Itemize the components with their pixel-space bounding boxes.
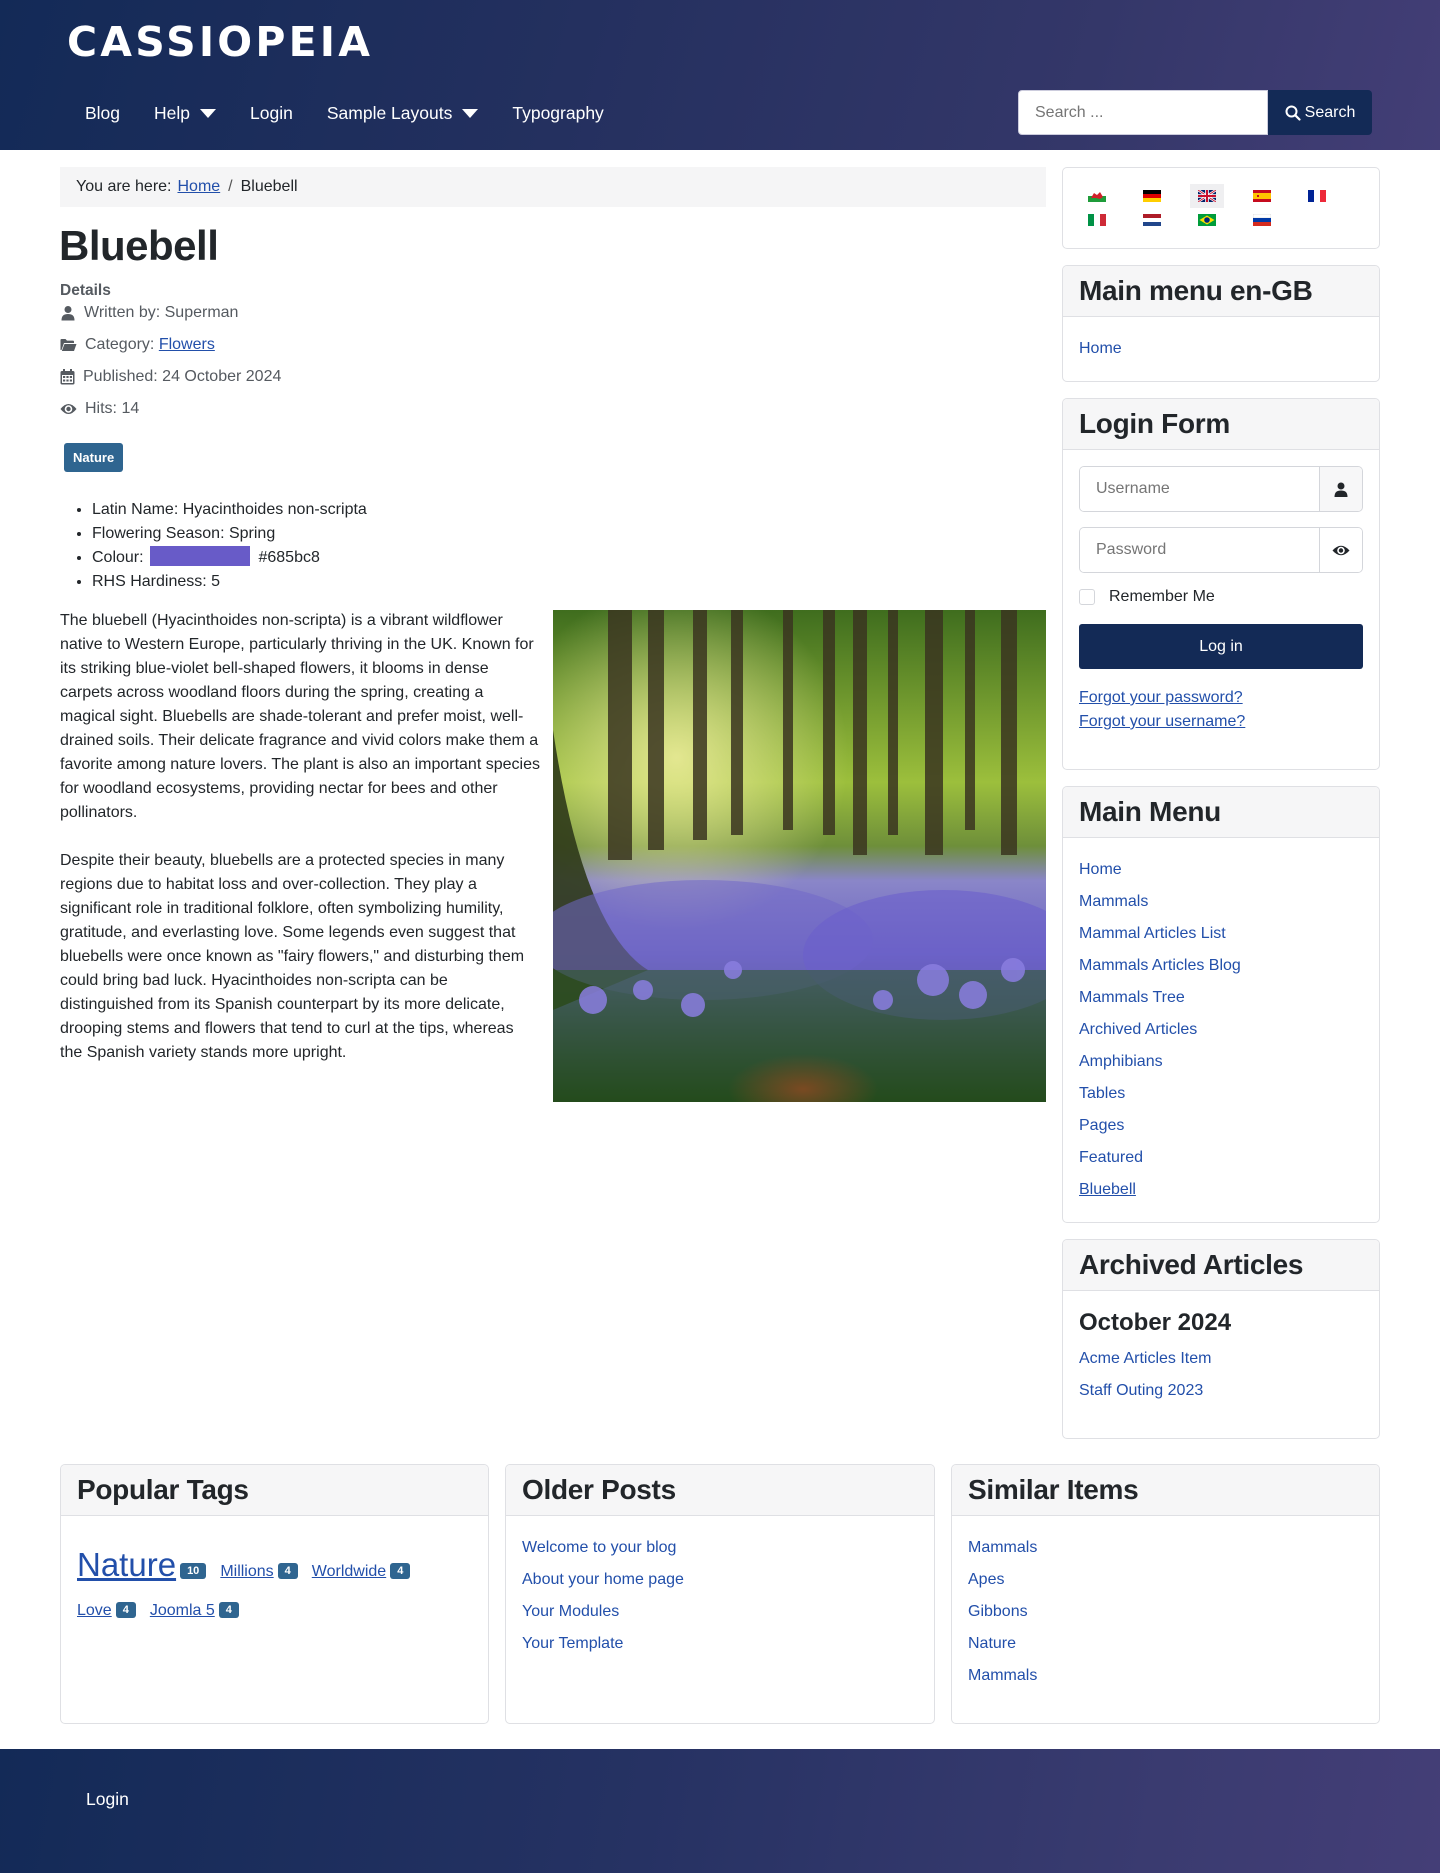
similar-item-link[interactable]: Mammals bbox=[968, 1667, 1038, 1684]
remember-me-label: Remember Me bbox=[1109, 588, 1215, 605]
caret-down-icon bbox=[462, 109, 478, 118]
flag-france-icon[interactable] bbox=[1300, 184, 1334, 208]
module-title: Main menu en-GB bbox=[1063, 266, 1379, 317]
username-group bbox=[1079, 466, 1363, 512]
article-category bbox=[60, 336, 215, 354]
fact-colour bbox=[92, 546, 367, 570]
site-header bbox=[0, 0, 1440, 150]
details-label: Details bbox=[60, 282, 111, 299]
page-title: Bluebell bbox=[59, 222, 219, 269]
older-posts-module bbox=[505, 1464, 935, 1724]
archived-item-link[interactable]: Staff Outing 2023 bbox=[1079, 1382, 1204, 1399]
nav-item-login[interactable] bbox=[233, 103, 310, 124]
flag-wales-icon[interactable] bbox=[1080, 184, 1114, 208]
flag-italy-icon[interactable] bbox=[1080, 208, 1114, 232]
search-button[interactable] bbox=[1268, 90, 1372, 135]
article-tag-nature[interactable]: Nature bbox=[64, 443, 123, 472]
menu-item-home[interactable]: Home bbox=[1079, 340, 1122, 357]
similar-items-module bbox=[951, 1464, 1380, 1724]
older-post-link[interactable]: Your Template bbox=[522, 1635, 624, 1652]
archived-item-link[interactable]: Acme Articles Item bbox=[1079, 1350, 1212, 1367]
flag-uk-icon[interactable] bbox=[1190, 184, 1224, 208]
tag-link-worldwide[interactable]: Worldwide bbox=[311, 1563, 387, 1580]
older-post-link[interactable]: About your home page bbox=[522, 1571, 684, 1588]
module-title: Main Menu bbox=[1063, 787, 1379, 838]
breadcrumb-prefix: You are here: bbox=[76, 178, 172, 195]
similar-item-link[interactable]: Gibbons bbox=[968, 1603, 1028, 1620]
language-switcher bbox=[1062, 167, 1380, 249]
nav-item-blog[interactable] bbox=[68, 103, 137, 124]
forgot-username-link[interactable]: Forgot your username? bbox=[1079, 713, 1246, 730]
login-form-module bbox=[1062, 398, 1380, 770]
menu-item-home[interactable]: Home bbox=[1079, 861, 1122, 878]
fact-flowering-season: • Flowering Season: Spring bbox=[92, 522, 367, 546]
flag-brazil-icon[interactable] bbox=[1190, 208, 1224, 232]
user-icon bbox=[1319, 467, 1362, 511]
main-menu-module bbox=[1062, 786, 1380, 1223]
site-footer bbox=[0, 1749, 1440, 1873]
search-form bbox=[1018, 90, 1372, 135]
login-button[interactable]: Log in bbox=[1079, 624, 1363, 669]
archived-articles-module bbox=[1062, 1239, 1380, 1439]
article-author bbox=[60, 304, 238, 322]
remember-me-checkbox[interactable] bbox=[1079, 589, 1095, 605]
flag-germany-icon[interactable] bbox=[1135, 184, 1169, 208]
user-icon bbox=[60, 305, 76, 321]
breadcrumb-home-link[interactable]: Home bbox=[177, 178, 221, 195]
tag-count-badge: 10 bbox=[180, 1563, 206, 1579]
breadcrumb bbox=[60, 167, 1046, 207]
tag-count-badge: 4 bbox=[278, 1563, 298, 1579]
calendar-icon bbox=[60, 369, 75, 385]
menu-item-featured[interactable]: Featured bbox=[1079, 1149, 1144, 1166]
username-input[interactable] bbox=[1080, 467, 1319, 511]
similar-item-link[interactable]: Mammals bbox=[968, 1539, 1038, 1556]
module-title: Popular Tags bbox=[61, 1465, 488, 1516]
breadcrumb-separator: / bbox=[228, 178, 233, 195]
category-prefix: Category: bbox=[85, 336, 155, 353]
menu-item-bluebell-active[interactable]: Bluebell bbox=[1079, 1181, 1136, 1198]
menu-item-pages[interactable]: Pages bbox=[1079, 1117, 1125, 1134]
footer-login-link[interactable]: Login bbox=[86, 1789, 129, 1809]
flag-russia-icon[interactable] bbox=[1245, 208, 1279, 232]
author-text: Written by: Superman bbox=[84, 304, 239, 321]
flag-netherlands-icon[interactable] bbox=[1135, 208, 1169, 232]
menu-item-tables[interactable]: Tables bbox=[1079, 1085, 1126, 1102]
nav-label: Login bbox=[250, 102, 293, 123]
menu-item-mammals[interactable]: Mammals bbox=[1079, 893, 1149, 910]
tag-link-millions[interactable]: Millions bbox=[220, 1563, 274, 1580]
module-title: Older Posts bbox=[506, 1465, 934, 1516]
module-title: Login Form bbox=[1063, 399, 1379, 450]
flag-spain-icon[interactable] bbox=[1245, 184, 1279, 208]
article-image-bluebell-woodland bbox=[553, 610, 1046, 1102]
colour-hex: #685bc8 bbox=[258, 549, 320, 566]
remember-me[interactable] bbox=[1079, 588, 1363, 606]
nav-item-sample-layouts[interactable] bbox=[310, 103, 496, 124]
category-link[interactable]: Flowers bbox=[158, 336, 215, 353]
show-password-eye-icon[interactable] bbox=[1319, 528, 1362, 572]
nav-item-help[interactable] bbox=[137, 103, 233, 124]
tag-count-badge: 4 bbox=[390, 1563, 410, 1579]
nav-label: Sample Layouts bbox=[326, 102, 453, 123]
password-input[interactable] bbox=[1080, 528, 1319, 572]
caret-down-icon bbox=[200, 109, 216, 118]
fact-rhs-hardiness: • RHS Hardiness: 5 bbox=[92, 570, 367, 594]
nav-label: Typography bbox=[512, 102, 604, 123]
main-nav bbox=[68, 100, 621, 126]
tag-link-love[interactable]: Love bbox=[77, 1602, 112, 1619]
eye-icon bbox=[60, 402, 77, 416]
similar-item-link[interactable]: Nature bbox=[968, 1635, 1017, 1652]
colour-label: Colour: bbox=[92, 549, 144, 566]
fact-latin-name: • Latin Name: Hyacinthoides non-scripta bbox=[92, 498, 367, 522]
breadcrumb-current: Bluebell bbox=[240, 178, 298, 195]
colour-swatch bbox=[150, 546, 250, 566]
article-hits bbox=[60, 400, 139, 418]
password-group bbox=[1079, 527, 1363, 573]
hits-count: Hits: 14 bbox=[85, 400, 140, 417]
nav-label: Help bbox=[154, 102, 191, 123]
search-icon bbox=[1285, 105, 1301, 121]
forgot-password-link[interactable]: Forgot your password? bbox=[1079, 689, 1243, 706]
folder-open-icon bbox=[60, 338, 77, 352]
archive-month-heading: October 2024 bbox=[1079, 1309, 1232, 1336]
older-post-link[interactable]: Welcome to your blog bbox=[522, 1539, 677, 1556]
module-title: Archived Articles bbox=[1063, 1240, 1379, 1291]
tag-count-badge: 4 bbox=[116, 1602, 136, 1618]
popular-tags-module bbox=[60, 1464, 489, 1724]
article-paragraph: Despite their beauty, bluebells are a protected species in many regions due to habitat loss and over-collection. They play a significant role in traditional folklore, often symbolizing humility, gratitude, and everlasting love. Some legends even suggest that bluebells were once known as "fairy flowers," and disturbing them could bring bad luck. Hyacinthoides non-scripta can be distinguished from its Spanish counterpart by its more delicate, drooping stems and flowers that tend to curl at the tips, whereas the Spanish variety stands more upright. bbox=[60, 852, 525, 1061]
tag-link-nature[interactable]: Nature bbox=[77, 1546, 177, 1583]
article-paragraph: The bluebell (Hyacinthoides non-scripta) is a vibrant wildflower native to Western Europe, particularly thriving in the UK. Known for its striking blue-violet bell-shaped flowers, it blooms in dense carpets across woodland floors during the spring, creating a magical sight. Bluebells are shade-tolerant and prefer moist, well-drained soils. Their delicate fragrance and vivid colors make them a favorite among nature lovers. The plant is also an important species for woodland ecosystems, providing nectar for bees and other pollinators. bbox=[60, 612, 540, 821]
menu-item-archived-articles[interactable]: Archived Articles bbox=[1079, 1021, 1198, 1038]
nav-label: Blog bbox=[85, 102, 121, 123]
main-menu-engb-module bbox=[1062, 265, 1380, 382]
tag-count-badge: 4 bbox=[219, 1602, 239, 1618]
search-button-label: Search bbox=[1304, 103, 1356, 121]
older-post-link[interactable]: Your Modules bbox=[522, 1603, 620, 1620]
similar-item-link[interactable]: Apes bbox=[968, 1571, 1005, 1588]
menu-item-mammal-articles-list[interactable]: Mammal Articles List bbox=[1079, 925, 1226, 942]
published-date: Published: 24 October 2024 bbox=[83, 368, 282, 385]
menu-item-mammals-articles-blog[interactable]: Mammals Articles Blog bbox=[1079, 957, 1241, 974]
module-title: Similar Items bbox=[952, 1465, 1379, 1516]
site-logo[interactable]: CASSIOPEIA bbox=[67, 18, 374, 66]
nav-item-typography[interactable] bbox=[495, 103, 620, 124]
article-published bbox=[60, 368, 281, 386]
menu-item-amphibians[interactable]: Amphibians bbox=[1079, 1053, 1163, 1070]
search-input[interactable] bbox=[1018, 90, 1268, 135]
menu-item-mammals-tree[interactable]: Mammals Tree bbox=[1079, 989, 1185, 1006]
tag-link-joomla-5[interactable]: Joomla 5 bbox=[149, 1602, 215, 1619]
facts-list bbox=[92, 498, 367, 594]
